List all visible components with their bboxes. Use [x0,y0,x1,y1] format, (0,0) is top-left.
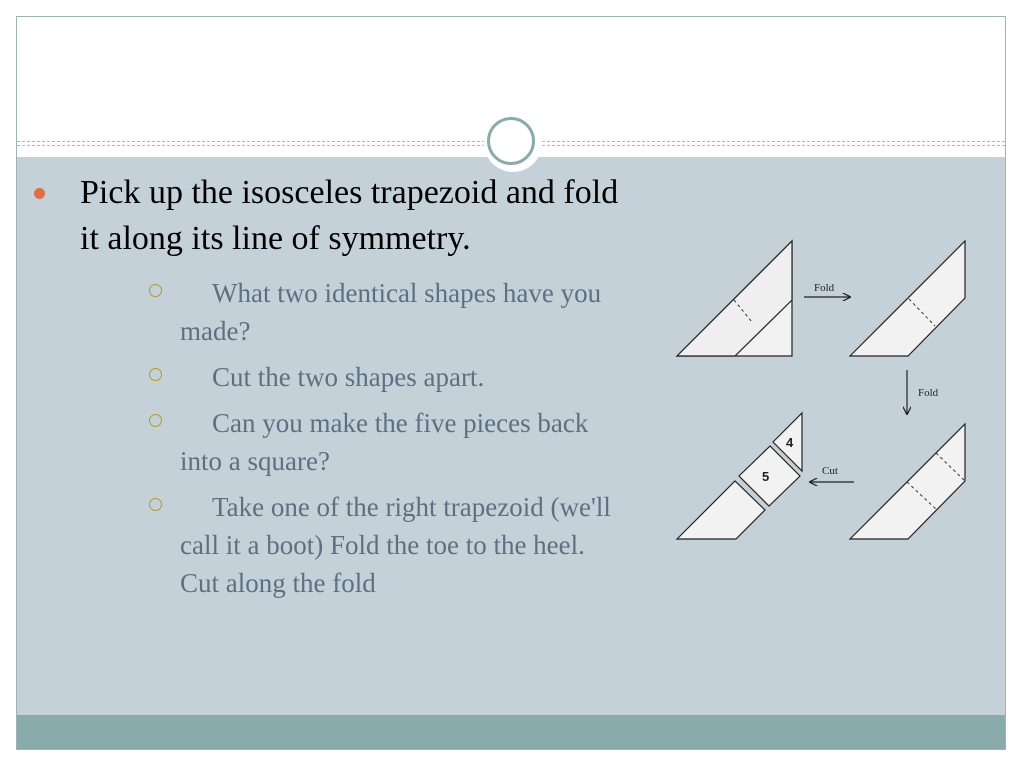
piece-5-label: 5 [762,469,770,484]
fold-label-1: Fold [814,282,835,294]
sub-bullet-text: What two identical shapes have you made? [180,278,602,346]
trapezoid-step-1 [677,241,792,356]
trapezoid-step-2 [850,241,965,356]
sub-bullet-text: Cut the two shapes apart. [212,362,485,392]
trapezoid-step-3 [850,424,965,539]
cut-pieces [677,413,802,539]
sub-bullet-text: Can you make the five pieces back into a square? [180,408,589,476]
piece-4-label: 4 [786,435,794,450]
cut-label: Cut [822,465,838,477]
cut-piece-trapezoid [677,481,765,539]
sub-bullet-text: Take one of the right trapezoid (we'll call it a boot) Fold the toe to the heel. Cut along the fold [180,492,611,598]
fold-label-2: Fold [918,387,939,399]
main-bullet-text: Pick up the isosceles trapezoid and fold it along its line of symmetry. [80,174,619,257]
